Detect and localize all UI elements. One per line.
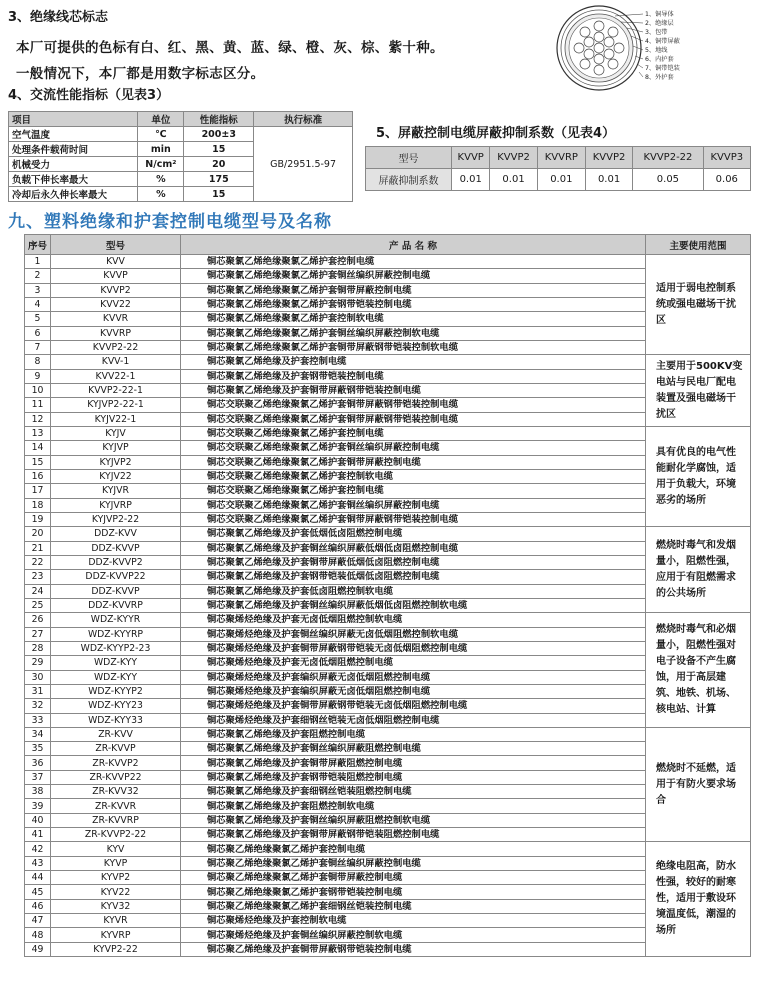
row-number: 10 bbox=[25, 383, 51, 397]
ac-performance-table bbox=[8, 111, 353, 202]
row-model: KVV22-1 bbox=[51, 369, 181, 383]
table-row bbox=[25, 770, 751, 784]
table-row bbox=[25, 340, 751, 354]
cable-label-7: 7、铜带铠装 bbox=[645, 65, 680, 72]
row-product-name: 铜芯聚烯烃绝缘及护套铜带屏蔽钢带铠装无卤低烟阻燃控制电缆 bbox=[181, 699, 646, 713]
row-product-name: 铜芯交联聚乙烯绝缘聚氯乙烯护套铜丝编织屏蔽控制电缆 bbox=[181, 441, 646, 455]
row-product-name: 铜芯聚氯乙烯绝缘及护套铜带屏蔽阻燃控制电缆 bbox=[181, 756, 646, 770]
row-model: ZR-KVVRP bbox=[51, 813, 181, 827]
row-model: KVVP bbox=[51, 269, 181, 283]
table-row bbox=[25, 541, 751, 555]
table-row bbox=[25, 899, 751, 913]
row-product-name: 铜芯聚氯乙烯绝缘聚氯乙烯护套钢带铠装控制电缆 bbox=[181, 297, 646, 311]
table-row bbox=[25, 856, 751, 870]
t4-model: KVVP2-22 bbox=[633, 147, 703, 169]
row-product-name: 铜芯聚氯乙烯绝缘及护套铜带屏蔽钢带铠装控制电缆 bbox=[181, 383, 646, 397]
row-model: WDZ-KYY33 bbox=[51, 713, 181, 727]
t4-header-label: 型号 bbox=[366, 147, 452, 169]
row-model: KVVRP bbox=[51, 326, 181, 340]
table-row bbox=[25, 255, 751, 269]
table-row bbox=[25, 627, 751, 641]
usage-group-cell: 燃烧时毒气和必烟量小，阻燃性强对电子设备不产生腐蚀，用于高层建筑、地铁、机场、核电站、计算 bbox=[646, 613, 751, 728]
table-row bbox=[25, 641, 751, 655]
usage-group-cell: 适用于弱电控制系统或强电磁场干扰区 bbox=[646, 255, 751, 355]
row-model: KYVR bbox=[51, 914, 181, 928]
row-number: 7 bbox=[25, 340, 51, 354]
row-number: 15 bbox=[25, 455, 51, 469]
row-number: 3 bbox=[25, 283, 51, 297]
shield-coefficient-table bbox=[365, 146, 751, 191]
table-row bbox=[25, 412, 751, 426]
row-model: KYJV bbox=[51, 426, 181, 440]
row-number: 43 bbox=[25, 856, 51, 870]
row-number: 13 bbox=[25, 426, 51, 440]
table-row bbox=[25, 828, 751, 842]
table-row bbox=[25, 469, 751, 483]
row-model: ZR-KVVP2 bbox=[51, 756, 181, 770]
main-header-no: 序号 bbox=[25, 235, 51, 255]
row-model: KYVP bbox=[51, 856, 181, 870]
row-model: DDZ-KVVP bbox=[51, 584, 181, 598]
row-product-name: 铜芯聚氯乙烯绝缘聚氯乙烯护套铜丝编织屏蔽控制电缆 bbox=[181, 269, 646, 283]
row-number: 26 bbox=[25, 613, 51, 627]
row-model: KYJV22 bbox=[51, 469, 181, 483]
row-product-name: 铜芯聚烯烃绝缘及护套编织屏蔽无卤低烟阻燃控制电缆 bbox=[181, 670, 646, 684]
row-model: KYJVP2 bbox=[51, 455, 181, 469]
table-row bbox=[25, 369, 751, 383]
table-row bbox=[25, 785, 751, 799]
table-row bbox=[25, 699, 751, 713]
row-product-name: 铜芯聚乙烯绝缘聚氯乙烯护套细钢丝铠装控制电缆 bbox=[181, 899, 646, 913]
row-model: KYV bbox=[51, 842, 181, 856]
t3-cell: N/cm² bbox=[138, 157, 184, 172]
row-product-name: 铜芯聚氯乙烯绝缘及护套低卤阻燃控制软电缆 bbox=[181, 584, 646, 598]
row-model: KYV22 bbox=[51, 885, 181, 899]
table-row bbox=[25, 283, 751, 297]
row-product-name: 铜芯聚烯烃绝缘及护套控制软电缆 bbox=[181, 914, 646, 928]
row-product-name: 铜芯聚烯烃绝缘及护套无卤低烟阻燃控制电缆 bbox=[181, 656, 646, 670]
row-number: 9 bbox=[25, 369, 51, 383]
t3-cell: 15 bbox=[184, 142, 254, 157]
section4-heading: 4、交流性能指标（见表3） bbox=[8, 88, 170, 103]
row-model: ZR-KVVP bbox=[51, 742, 181, 756]
table-row bbox=[25, 684, 751, 698]
row-model: WDZ-KYYP2 bbox=[51, 684, 181, 698]
row-model: DDZ-KVVRP bbox=[51, 598, 181, 612]
row-number: 5 bbox=[25, 312, 51, 326]
table-row bbox=[25, 484, 751, 498]
row-model: KYV32 bbox=[51, 899, 181, 913]
row-model: KYVP2-22 bbox=[51, 942, 181, 956]
row-product-name: 铜芯聚氯乙烯绝缘聚氯乙烯护套铜带屏蔽钢带铠装控制软电缆 bbox=[181, 340, 646, 354]
t4-value: 0.01 bbox=[490, 169, 537, 191]
row-number: 47 bbox=[25, 914, 51, 928]
cable-label-5: 5、地线 bbox=[645, 47, 668, 54]
t3-header-value: 性能指标 bbox=[184, 112, 254, 127]
table-row bbox=[25, 426, 751, 440]
table-row bbox=[25, 455, 751, 469]
row-number: 22 bbox=[25, 555, 51, 569]
cable-label-8: 8、外护套 bbox=[645, 74, 674, 81]
t3-cell: 机械受力 bbox=[9, 157, 138, 172]
row-product-name: 铜芯交联聚乙烯绝缘聚氯乙烯护套控制电缆 bbox=[181, 426, 646, 440]
table-row bbox=[25, 656, 751, 670]
cable-label-6: 6、内护套 bbox=[645, 56, 674, 63]
row-product-name: 铜芯聚烯烃绝缘及护套细钢丝铠装无卤低烟阻燃控制电缆 bbox=[181, 713, 646, 727]
table-row bbox=[25, 326, 751, 340]
row-model: KYJV22-1 bbox=[51, 412, 181, 426]
row-model: KVV-1 bbox=[51, 355, 181, 369]
usage-group-cell: 燃烧时不延燃，适用于有防火要求场合 bbox=[646, 727, 751, 842]
row-number: 33 bbox=[25, 713, 51, 727]
row-product-name: 铜芯聚乙烯绝缘聚氯乙烯护套铜丝编织屏蔽控制电缆 bbox=[181, 856, 646, 870]
row-product-name: 铜芯聚氯乙烯绝缘聚氯乙烯护套铜带屏蔽控制电缆 bbox=[181, 283, 646, 297]
row-product-name: 铜芯交联聚乙烯绝缘聚氯乙烯护套铜带屏蔽控制电缆 bbox=[181, 455, 646, 469]
t4-row-label: 屏蔽抑制系数 bbox=[366, 169, 452, 191]
table-row bbox=[25, 512, 751, 526]
table-row bbox=[25, 598, 751, 612]
row-number: 42 bbox=[25, 842, 51, 856]
t4-model: KVVP bbox=[452, 147, 490, 169]
t3-cell: 175 bbox=[184, 172, 254, 187]
row-number: 18 bbox=[25, 498, 51, 512]
usage-group-cell: 主要用于500KV变电站与民电厂配电装置及强电磁场干扰区 bbox=[646, 355, 751, 427]
row-product-name: 铜芯聚乙烯绝缘聚氯乙烯护套钢带铠装控制电缆 bbox=[181, 885, 646, 899]
table-row bbox=[25, 383, 751, 397]
table-row bbox=[25, 613, 751, 627]
row-number: 38 bbox=[25, 785, 51, 799]
row-product-name: 铜芯聚氯乙烯绝缘及护套阻燃控制电缆 bbox=[181, 727, 646, 741]
t3-cell: 处理条件载荷时间 bbox=[9, 142, 138, 157]
row-model: WDZ-KYY23 bbox=[51, 699, 181, 713]
t3-cell: 20 bbox=[184, 157, 254, 172]
section3-line1: 本厂可提供的色标有白、红、黑、黄、蓝、绿、橙、灰、棕、紫十种。 bbox=[16, 40, 444, 56]
row-number: 12 bbox=[25, 412, 51, 426]
row-product-name: 铜芯聚氯乙烯绝缘及护套钢带铠装控制电缆 bbox=[181, 369, 646, 383]
section3-heading: 3、绝缘线芯标志 bbox=[8, 10, 109, 25]
row-product-name: 铜芯聚氯乙烯绝缘及护套钢带铠装阻燃控制电缆 bbox=[181, 770, 646, 784]
table-row bbox=[25, 813, 751, 827]
table-row bbox=[25, 297, 751, 311]
row-number: 45 bbox=[25, 885, 51, 899]
table-row bbox=[25, 914, 751, 928]
table-row bbox=[25, 742, 751, 756]
table-row bbox=[25, 498, 751, 512]
row-number: 39 bbox=[25, 799, 51, 813]
row-model: KYVP2 bbox=[51, 871, 181, 885]
t3-cell: 15 bbox=[184, 187, 254, 202]
t4-value: 0.01 bbox=[537, 169, 585, 191]
table-row bbox=[25, 570, 751, 584]
table-row bbox=[25, 799, 751, 813]
row-number: 20 bbox=[25, 527, 51, 541]
table-row bbox=[25, 269, 751, 283]
t3-cell: 200±3 bbox=[184, 127, 254, 142]
row-model: KYJVP2-22-1 bbox=[51, 398, 181, 412]
row-product-name: 铜芯聚氯乙烯绝缘及护套钢带铠装低烟低卤阻燃控制电缆 bbox=[181, 570, 646, 584]
row-number: 31 bbox=[25, 684, 51, 698]
row-product-name: 铜芯聚乙烯绝缘聚氯乙烯护套控制电缆 bbox=[181, 842, 646, 856]
table-row bbox=[25, 441, 751, 455]
usage-group-cell: 具有优良的电气性能耐化学腐蚀，适用于负载大，环境恶劣的场所 bbox=[646, 426, 751, 526]
row-number: 44 bbox=[25, 871, 51, 885]
row-number: 27 bbox=[25, 627, 51, 641]
row-number: 49 bbox=[25, 942, 51, 956]
row-number: 6 bbox=[25, 326, 51, 340]
row-product-name: 铜芯聚氯乙烯绝缘及护套铜丝编织屏蔽阻燃控制软电缆 bbox=[181, 813, 646, 827]
cable-label-2: 2、绝缘层 bbox=[645, 20, 674, 27]
row-model: KVVP2 bbox=[51, 283, 181, 297]
row-model: ZR-KVVP22 bbox=[51, 770, 181, 784]
row-product-name: 铜芯交联聚乙烯绝缘聚氯乙烯护套铜丝编织屏蔽控制电缆 bbox=[181, 498, 646, 512]
t4-model: KVVP3 bbox=[703, 147, 750, 169]
row-product-name: 铜芯聚烯烃绝缘及护套铜带屏蔽钢带铠装无卤低烟阻燃控制电缆 bbox=[181, 641, 646, 655]
row-product-name: 铜芯聚氯乙烯绝缘及护套铜带屏蔽钢带铠装阻燃控制电缆 bbox=[181, 828, 646, 842]
row-number: 37 bbox=[25, 770, 51, 784]
row-product-name: 铜芯聚氯乙烯绝缘及护套控制电缆 bbox=[181, 355, 646, 369]
table-row bbox=[25, 885, 751, 899]
t4-value: 0.06 bbox=[703, 169, 750, 191]
table-row bbox=[25, 756, 751, 770]
row-product-name: 铜芯聚烯烃绝缘及护套无卤低烟阻燃控制软电缆 bbox=[181, 613, 646, 627]
row-number: 36 bbox=[25, 756, 51, 770]
row-number: 8 bbox=[25, 355, 51, 369]
row-number: 17 bbox=[25, 484, 51, 498]
row-product-name: 铜芯聚氯乙烯绝缘聚氯乙烯护套铜丝编织屏蔽控制软电缆 bbox=[181, 326, 646, 340]
row-number: 48 bbox=[25, 928, 51, 942]
cable-label-4: 4、铜带屏蔽 bbox=[645, 38, 680, 45]
row-product-name: 铜芯交联聚乙烯绝缘聚氯乙烯护套铜带屏蔽钢带铠装控制电缆 bbox=[181, 398, 646, 412]
row-model: DDZ-KVVP bbox=[51, 541, 181, 555]
row-number: 24 bbox=[25, 584, 51, 598]
t3-standard: GB/2951.5-97 bbox=[254, 127, 353, 202]
row-product-name: 铜芯交联聚乙烯绝缘聚氯乙烯护套铜带屏蔽钢带铠装控制电缆 bbox=[181, 512, 646, 526]
row-model: KYVRP bbox=[51, 928, 181, 942]
t3-header-standard: 执行标准 bbox=[254, 112, 353, 127]
main-header-model: 型号 bbox=[51, 235, 181, 255]
row-model: DDZ-KVVP2 bbox=[51, 555, 181, 569]
t3-cell: % bbox=[138, 187, 184, 202]
t3-cell: min bbox=[138, 142, 184, 157]
row-model: DDZ-KVVP22 bbox=[51, 570, 181, 584]
row-model: WDZ-KYY bbox=[51, 656, 181, 670]
section5-heading: 5、屏蔽控制电缆屏蔽抑制系数（见表4） bbox=[376, 126, 616, 141]
row-model: KVVR bbox=[51, 312, 181, 326]
row-product-name: 铜芯聚氯乙烯绝缘及护套铜带屏蔽低烟低卤阻燃控制电缆 bbox=[181, 555, 646, 569]
row-product-name: 铜芯聚氯乙烯绝缘及护套铜丝编织屏蔽低烟低卤阻燃控制软电缆 bbox=[181, 598, 646, 612]
row-product-name: 铜芯聚乙烯绝缘及护套铜带屏蔽钢带铠装控制电缆 bbox=[181, 942, 646, 956]
row-number: 29 bbox=[25, 656, 51, 670]
row-product-name: 铜芯聚氯乙烯绝缘及护套阻燃控制软电缆 bbox=[181, 799, 646, 813]
row-model: KVV22 bbox=[51, 297, 181, 311]
row-number: 30 bbox=[25, 670, 51, 684]
section3-line2: 一般情况下，本厂都是用数字标志区分。 bbox=[16, 66, 265, 82]
row-number: 25 bbox=[25, 598, 51, 612]
row-model: ZR-KVVP2-22 bbox=[51, 828, 181, 842]
table-row bbox=[25, 584, 751, 598]
t4-value: 0.01 bbox=[452, 169, 490, 191]
table-row bbox=[25, 555, 751, 569]
t4-value: 0.01 bbox=[585, 169, 632, 191]
row-number: 41 bbox=[25, 828, 51, 842]
row-product-name: 铜芯交联聚乙烯绝缘聚氯乙烯护套控制软电缆 bbox=[181, 469, 646, 483]
main-header-name: 产 品 名 称 bbox=[181, 235, 646, 255]
row-number: 34 bbox=[25, 727, 51, 741]
row-product-name: 铜芯交联聚乙烯绝缘聚氯乙烯护套控制电缆 bbox=[181, 484, 646, 498]
row-model: KYJVR bbox=[51, 484, 181, 498]
section9-heading: 九、塑料绝缘和护套控制电缆型号及名称 bbox=[8, 212, 332, 232]
table-row bbox=[25, 670, 751, 684]
row-model: KVVP2-22 bbox=[51, 340, 181, 354]
row-number: 14 bbox=[25, 441, 51, 455]
row-number: 32 bbox=[25, 699, 51, 713]
t3-cell: 空气温度 bbox=[9, 127, 138, 142]
usage-group-cell: 燃烧时毒气和发烟量小，阻燃性强，应用于有阻燃需求的公共场所 bbox=[646, 527, 751, 613]
row-model: KYJVRP bbox=[51, 498, 181, 512]
row-number: 46 bbox=[25, 899, 51, 913]
t4-value: 0.05 bbox=[633, 169, 703, 191]
main-header-usage: 主要使用范围 bbox=[646, 235, 751, 255]
row-number: 1 bbox=[25, 255, 51, 269]
row-product-name: 铜芯聚乙烯绝缘聚氯乙烯护套铜带屏蔽控制电缆 bbox=[181, 871, 646, 885]
table-row bbox=[25, 713, 751, 727]
row-product-name: 铜芯聚烯烃绝缘及护套编织屏蔽无卤低烟阻燃控制电缆 bbox=[181, 684, 646, 698]
row-model: WDZ-KYYR bbox=[51, 613, 181, 627]
t3-cell: 负载下伸长率最大 bbox=[9, 172, 138, 187]
table-row bbox=[25, 312, 751, 326]
usage-group-cell: 绝缘电阻高，防水性强，较好的耐寒性，适用于敷设环境温度低，潮湿的场所 bbox=[646, 842, 751, 957]
t4-model: KVVRP bbox=[537, 147, 585, 169]
t3-cell: ℃ bbox=[138, 127, 184, 142]
cable-label-1: 1、铜导体 bbox=[645, 11, 674, 18]
table-row bbox=[25, 928, 751, 942]
cable-model-table bbox=[24, 234, 751, 957]
row-model: KYJVP2-22 bbox=[51, 512, 181, 526]
row-number: 35 bbox=[25, 742, 51, 756]
t3-header-item: 项目 bbox=[9, 112, 138, 127]
row-model: ZR-KVV32 bbox=[51, 785, 181, 799]
row-product-name: 铜芯交联聚乙烯绝缘聚氯乙烯护套铜带屏蔽钢带铠装控制电缆 bbox=[181, 412, 646, 426]
table-row bbox=[25, 398, 751, 412]
row-model: KVV bbox=[51, 255, 181, 269]
row-number: 16 bbox=[25, 469, 51, 483]
row-product-name: 铜芯聚氯乙烯绝缘及护套低烟低卤阻燃控制电缆 bbox=[181, 527, 646, 541]
table-row bbox=[25, 942, 751, 956]
t3-cell: 冷却后永久伸长率最大 bbox=[9, 187, 138, 202]
row-model: WDZ-KYYRP bbox=[51, 627, 181, 641]
row-product-name: 铜芯聚氯乙烯绝缘及护套铜丝编织屏蔽低烟低卤阻燃控制电缆 bbox=[181, 541, 646, 555]
row-number: 19 bbox=[25, 512, 51, 526]
row-model: WDZ-KYY bbox=[51, 670, 181, 684]
table-row bbox=[25, 871, 751, 885]
row-number: 4 bbox=[25, 297, 51, 311]
row-model: ZR-KVVR bbox=[51, 799, 181, 813]
t4-model: KVVP2 bbox=[585, 147, 632, 169]
row-product-name: 铜芯聚氯乙烯绝缘及护套铜丝编织屏蔽阻燃控制电缆 bbox=[181, 742, 646, 756]
row-product-name: 铜芯聚氯乙烯绝缘聚氯乙烯护套控制软电缆 bbox=[181, 312, 646, 326]
row-number: 11 bbox=[25, 398, 51, 412]
row-model: KVVP2-22-1 bbox=[51, 383, 181, 397]
row-model: DDZ-KVV bbox=[51, 527, 181, 541]
t4-model: KVVP2 bbox=[490, 147, 537, 169]
row-model: ZR-KVV bbox=[51, 727, 181, 741]
cable-cross-section-diagram bbox=[555, 2, 760, 94]
table-row bbox=[25, 355, 751, 369]
row-model: KYJVP bbox=[51, 441, 181, 455]
table-row bbox=[25, 527, 751, 541]
row-product-name: 铜芯聚烯烃绝缘及护套铜丝编织屏蔽无卤低烟阻燃控制软电缆 bbox=[181, 627, 646, 641]
row-number: 28 bbox=[25, 641, 51, 655]
row-number: 40 bbox=[25, 813, 51, 827]
row-number: 23 bbox=[25, 570, 51, 584]
row-product-name: 铜芯聚氯乙烯绝缘聚氯乙烯护套控制电缆 bbox=[181, 255, 646, 269]
row-product-name: 铜芯聚氯乙烯绝缘及护套细钢丝铠装阻燃控制电缆 bbox=[181, 785, 646, 799]
table-row bbox=[25, 727, 751, 741]
row-number: 21 bbox=[25, 541, 51, 555]
row-product-name: 铜芯聚烯烃绝缘及护套铜丝编织屏蔽控制软电缆 bbox=[181, 928, 646, 942]
t3-header-unit: 单位 bbox=[138, 112, 184, 127]
cable-label-3: 3、包带 bbox=[645, 29, 668, 36]
t3-cell: % bbox=[138, 172, 184, 187]
row-number: 2 bbox=[25, 269, 51, 283]
row-model: WDZ-KYYP2-23 bbox=[51, 641, 181, 655]
table-row bbox=[25, 842, 751, 856]
